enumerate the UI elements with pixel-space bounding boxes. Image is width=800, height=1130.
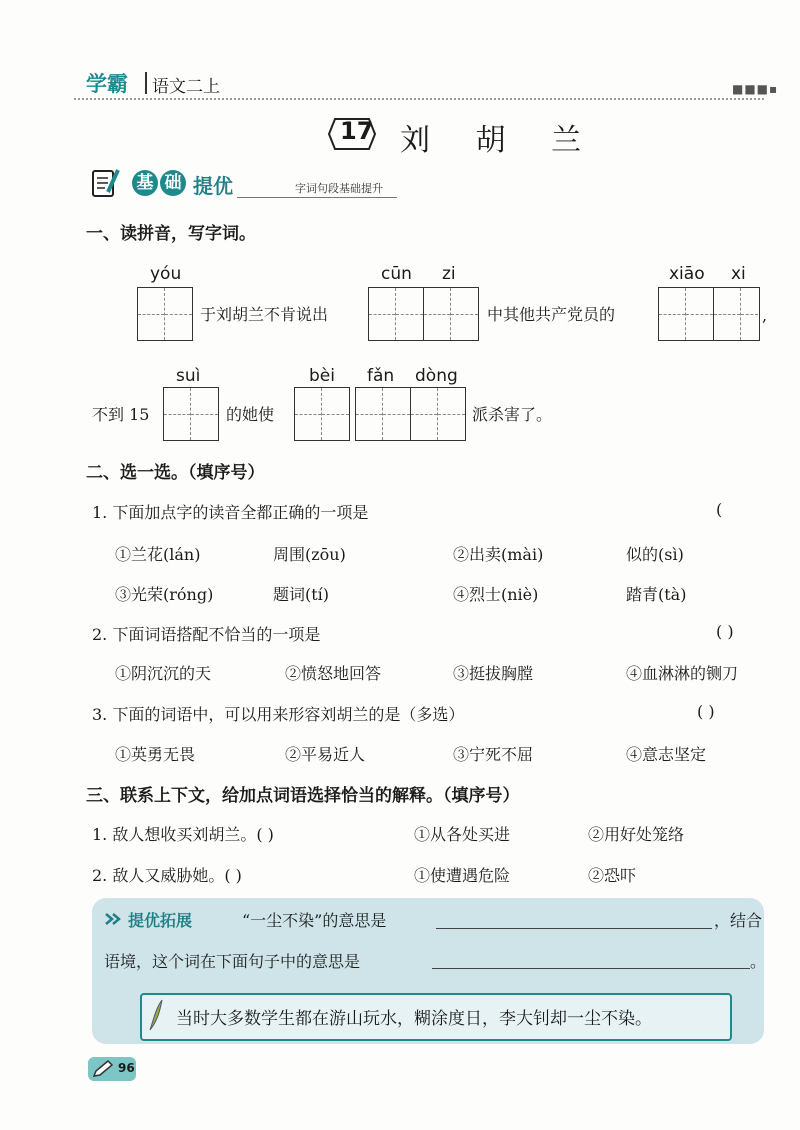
page-number: 96 — [118, 1061, 135, 1075]
brand-logo: 学霸 — [86, 72, 128, 96]
q1-text-2: 中其他共产党员的 — [487, 305, 616, 324]
feather-icon — [146, 998, 166, 1032]
q2-item2-opt4: ④血淋淋的铡刀 — [626, 664, 739, 683]
q2-item1-opt6: 题词(tí) — [273, 585, 330, 604]
banner-char-1: 基 — [132, 170, 158, 196]
pinyin-fan: fǎn — [367, 366, 395, 386]
extension-label: 提优拓展 — [128, 911, 193, 930]
q1-heading: 一、读拼音，写字词。 — [86, 224, 256, 244]
banner-char-2: 础 — [160, 170, 186, 196]
pinyin-you: yóu — [150, 264, 182, 284]
writing-box-bei[interactable] — [294, 387, 350, 441]
q2-item1-opt1: ①兰花(lán) — [115, 545, 201, 564]
pinyin-dong: dòng — [415, 366, 458, 386]
extension-line2-start: 语境，这个词在下面句子中的意思是 — [104, 952, 361, 971]
writing-box-fandong[interactable] — [355, 387, 466, 441]
q2-heading: 二、选一选。（填序号） — [86, 463, 265, 483]
writing-box-xiaoxi[interactable] — [658, 287, 760, 341]
q1-text-6: 派杀害了。 — [472, 405, 553, 424]
pinyin-zi: zi — [442, 264, 456, 284]
lesson-number: 17 — [340, 117, 374, 145]
banner-title: 提优 — [193, 174, 233, 198]
q2-item3-stem: 3. 下面的词语中，可以用来形容刘胡兰的是（多选） — [92, 705, 465, 724]
writing-box-sui[interactable] — [163, 387, 219, 441]
extension-answer-line-2[interactable] — [432, 968, 750, 969]
q3-item2-stem: 2. 敌人又威胁她。( ) — [92, 866, 242, 885]
extension-line1-start: “一尘不染”的意思是 — [242, 911, 387, 930]
header-rule — [74, 98, 764, 100]
q2-item1-opt7: ④烈士(niè) — [453, 585, 539, 604]
extension-line2-end: 。 — [750, 952, 767, 971]
extension-answer-line-1[interactable] — [436, 928, 712, 929]
q2-item1-opt5: ③光荣(róng) — [115, 585, 214, 604]
pinyin-cun: cūn — [381, 264, 412, 284]
q2-item3-opt1: ①英勇无畏 — [115, 745, 196, 764]
q3-item1-opt2: ②用好处笼络 — [588, 825, 685, 844]
q3-item2-opt1: ①使遭遇危险 — [414, 866, 511, 885]
pinyin-xiao: xiāo — [669, 264, 705, 284]
banner-tagline: 字词句段基础提升 — [295, 182, 383, 195]
header-divider — [145, 72, 147, 94]
banner-underline — [237, 197, 397, 198]
q1-text-4: 不到 15 — [92, 405, 150, 424]
q1-text-1: 于刘胡兰不肯说出 — [200, 305, 329, 324]
q2-item2-opt1: ①阴沉沉的天 — [115, 664, 212, 683]
q2-item3-answer[interactable]: ( ) — [697, 702, 715, 721]
q2-item2-opt2: ②愤怒地回答 — [285, 664, 382, 683]
writing-box-cunzi[interactable] — [368, 287, 479, 341]
extension-line1-end: ，结合 — [714, 911, 763, 930]
q2-item1-opt3: ②出卖(mài) — [453, 545, 544, 564]
q3-item2-opt2: ②恐吓 — [588, 866, 637, 885]
pinyin-xi: xi — [731, 264, 746, 284]
q2-item2-stem: 2. 下面词语搭配不恰当的一项是 — [92, 625, 321, 644]
notebook-pencil-icon — [90, 166, 122, 200]
pencil-icon — [92, 1060, 114, 1078]
q3-item1-stem: 1. 敌人想收买刘胡兰。( ) — [92, 825, 274, 844]
header-decoration: ■■■▪ — [732, 82, 779, 96]
writing-box-you[interactable] — [137, 287, 193, 341]
q1-text-5: 的她使 — [226, 405, 275, 424]
q2-item1-opt2: 周围(zōu) — [273, 545, 346, 564]
q1-text-3: , — [762, 306, 768, 325]
q2-item1-opt4: 似的(sì) — [626, 545, 684, 564]
q2-item2-opt3: ③挺拔胸膛 — [453, 664, 534, 683]
pinyin-bei: bèi — [309, 366, 335, 386]
q2-item1-opt8: 踏青(tà) — [626, 585, 687, 604]
q2-item2-answer[interactable]: ( ) — [716, 622, 734, 641]
subject-label: 语文二上 — [152, 77, 220, 97]
pinyin-sui: suì — [176, 366, 201, 386]
q3-item1-opt1: ①从各处买进 — [414, 825, 511, 844]
q2-item1-stem: 1. 下面加点字的读音全都正确的一项是 — [92, 503, 369, 522]
q2-item3-opt4: ④意志坚定 — [626, 745, 707, 764]
quote-text: 当时大多数学生都在游山玩水，糊涂度日，李大钊却一尘不染。 — [176, 1009, 652, 1029]
q2-item3-opt3: ③宁死不屈 — [453, 745, 534, 764]
arrow-icon — [104, 912, 122, 926]
q3-heading: 三、联系上下文，给加点词语选择恰当的解释。（填序号） — [86, 786, 520, 806]
q2-item3-opt2: ②平易近人 — [285, 745, 366, 764]
lesson-title: 刘 胡 兰 — [400, 123, 600, 158]
q2-item1-answer[interactable]: ( — [716, 500, 723, 519]
